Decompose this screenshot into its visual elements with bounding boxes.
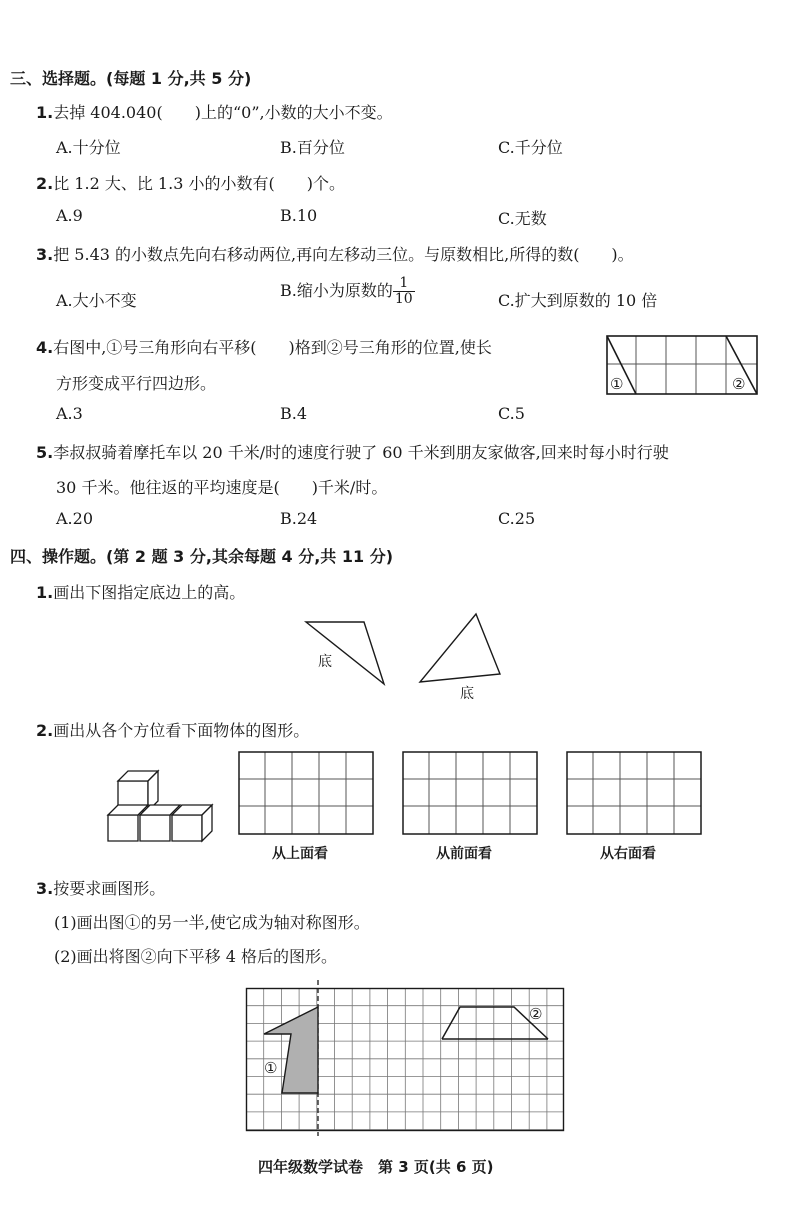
triangles-figure xyxy=(300,612,520,707)
option-a[interactable]: A.9 xyxy=(56,206,83,225)
question-4-line-2: 方形变成平行四边形。 xyxy=(56,374,217,393)
option-c[interactable]: C.25 xyxy=(498,509,536,528)
fraction-denominator: 10 xyxy=(394,291,413,307)
view-grid-right xyxy=(566,751,702,835)
drawing-grid xyxy=(246,988,564,1132)
triangle-label-1: ① xyxy=(610,375,624,393)
shape-label-1: ① xyxy=(264,1059,278,1077)
option-a[interactable]: A.20 xyxy=(56,509,93,528)
fraction-numerator: 1 xyxy=(393,276,415,292)
sub-question-2: (2)画出将图②向下平移 4 格后的图形。 xyxy=(54,947,338,966)
option-c[interactable]: C.扩大到原数的 10 倍 xyxy=(498,291,658,310)
option-b[interactable] xyxy=(280,276,415,307)
option-c[interactable]: C.无数 xyxy=(498,209,547,228)
question-4 xyxy=(36,335,492,358)
question-1 xyxy=(36,100,393,123)
question-number: 3. xyxy=(36,245,54,264)
operation-question-2 xyxy=(36,718,309,741)
rectangle-translation-figure xyxy=(605,334,760,396)
section-4-title: 四、操作题。(第 2 题 3 分,其余每题 4 分,共 11 分) xyxy=(10,547,394,566)
question-3 xyxy=(36,242,634,265)
cube-stack-figure xyxy=(104,767,216,845)
question-number: 2. xyxy=(36,174,54,193)
triangle-label-2: ② xyxy=(732,375,746,393)
caption-front-view: 从前面看 xyxy=(436,846,492,862)
question-text: 把 5.43 的小数点先向右移动两位,再向左移动三位。与原数相比,所得的数( )。 xyxy=(53,245,634,264)
question-number: 5. xyxy=(36,443,54,462)
section-3-title: 三、选择题。(每题 1 分,共 5 分) xyxy=(10,69,252,88)
caption-top-view: 从上面看 xyxy=(272,846,328,862)
question-number: 1. xyxy=(36,583,54,602)
caption-right-view: 从右面看 xyxy=(600,846,656,862)
sub-question-1: (1)画出图①的另一半,使它成为轴对称图形。 xyxy=(54,913,370,932)
option-b[interactable]: B.4 xyxy=(280,404,308,423)
option-c[interactable]: C.5 xyxy=(498,404,525,423)
question-number: 3. xyxy=(36,879,54,898)
question-text: 画出下图指定底边上的高。 xyxy=(53,583,246,602)
operation-question-1 xyxy=(36,580,245,603)
option-b[interactable]: B.百分位 xyxy=(280,138,345,157)
operation-question-3 xyxy=(36,876,165,899)
question-number: 1. xyxy=(36,103,54,122)
option-a[interactable]: A.十分位 xyxy=(56,138,121,157)
question-text: 去掉 404.040( )上的“0”,小数的大小不变。 xyxy=(53,103,393,122)
shape-label-2: ② xyxy=(529,1005,543,1023)
question-number: 4. xyxy=(36,338,54,357)
question-text: 画出从各个方位看下面物体的图形。 xyxy=(53,721,310,740)
question-5-line-2: 30 千米。他往返的平均速度是( )千米/时。 xyxy=(56,478,388,497)
view-grid-top xyxy=(238,751,374,835)
option-c[interactable]: C.千分位 xyxy=(498,138,563,157)
page-footer: 四年级数学试卷 第 3 页(共 6 页) xyxy=(258,1158,494,1176)
question-number: 2. xyxy=(36,721,54,740)
base-label-right: 底 xyxy=(460,686,474,702)
question-text: 李叔叔骑着摩托车以 20 千米/时的速度行驶了 60 千米到朋友家做客,回来时每小时行驶 xyxy=(53,443,669,462)
fraction-one-tenth xyxy=(393,276,415,307)
question-2 xyxy=(36,171,345,194)
question-text: 比 1.2 大、比 1.3 小的小数有( )个。 xyxy=(53,174,345,193)
option-a[interactable]: A.大小不变 xyxy=(56,291,137,310)
question-text: 按要求画图形。 xyxy=(53,879,166,898)
option-a[interactable]: A.3 xyxy=(56,404,83,423)
view-grid-front xyxy=(402,751,538,835)
base-label-left: 底 xyxy=(318,654,332,670)
option-b[interactable]: B.10 xyxy=(280,206,318,225)
question-5 xyxy=(36,440,669,463)
question-text: 右图中,①号三角形向右平移( )格到②号三角形的位置,使长 xyxy=(53,338,492,357)
option-b-text: B.缩小为原数的 xyxy=(280,281,393,300)
option-b[interactable]: B.24 xyxy=(280,509,318,528)
